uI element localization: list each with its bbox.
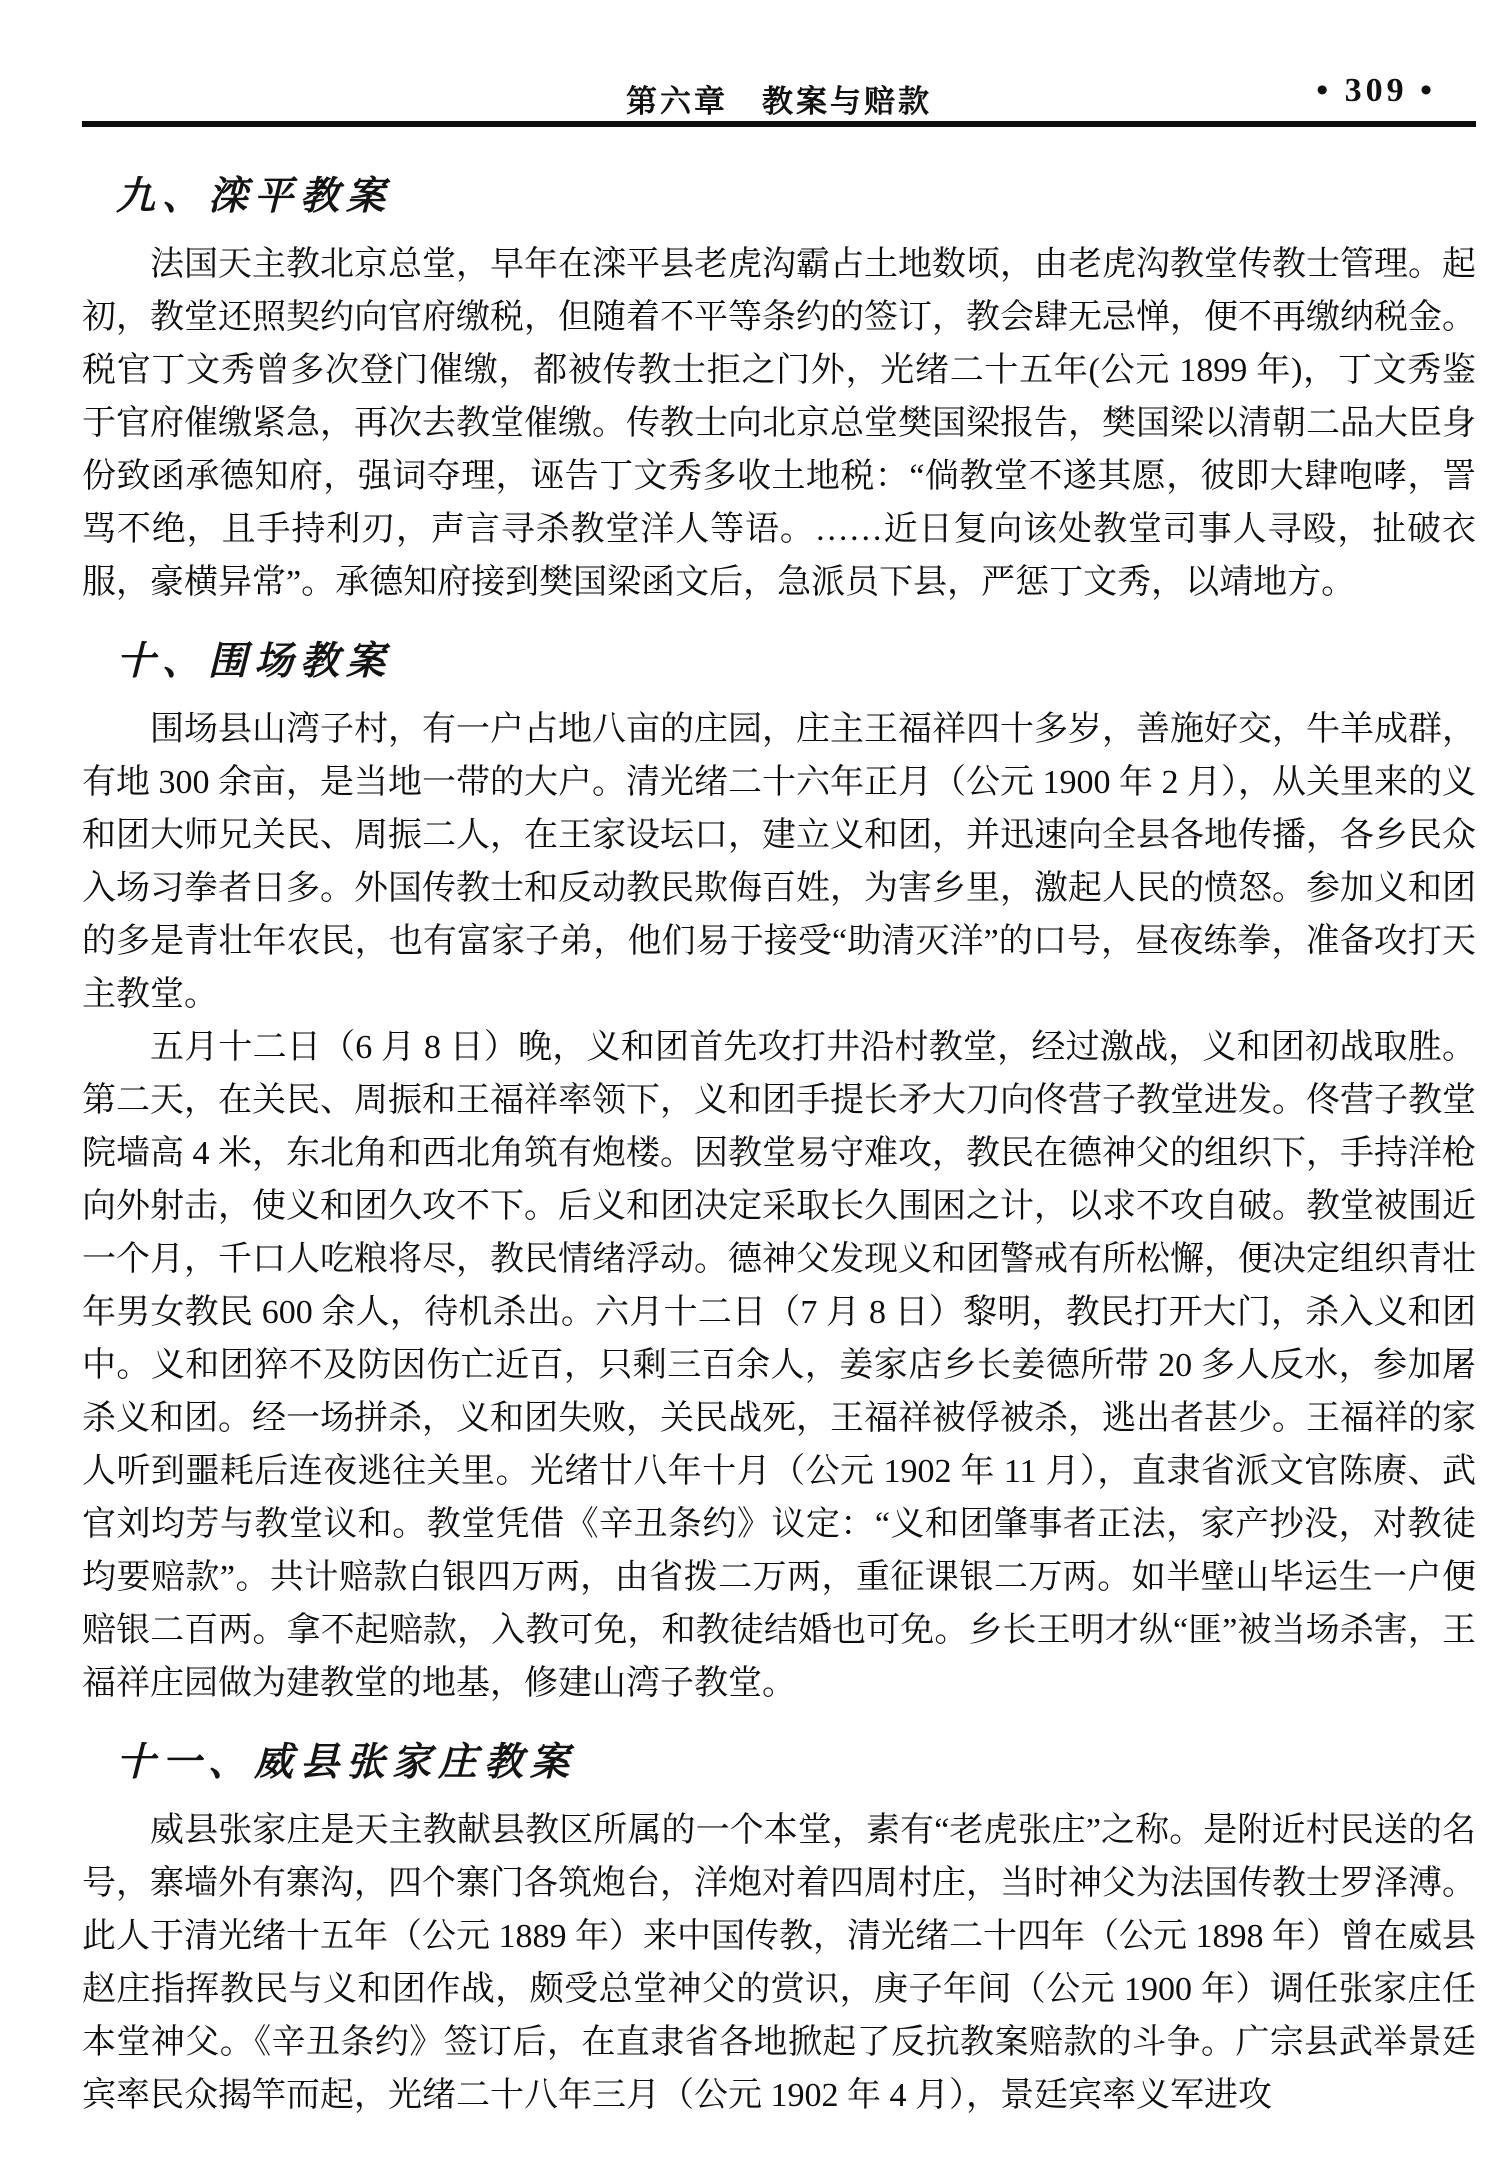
paragraph: 威县张家庄是天主教献县教区所属的一个本堂，素有“老虎张庄”之称。是附近村民送的名号，寨墙外有寨沟，四个寨门各筑炮台，洋炮对着四周村庄，当时神父为法国传教士罗泽溥。此人于清光绪十五年（公元 1889 年）来中国传教，清光绪二十四年（公元 1898 年）曾在威县赵庄指挥教民与义和团作战，颇受总堂神父的赏识，庚子年间（公元 1900 年）调任张家庄任本堂神父。《辛丑条约》签订后，在直隶省各地掀起了反抗教案赔款的斗争。广宗县武举景廷宾率民众揭竿而起，光绪二十八年三月（公元 1902 年 4 月），景廷宾率义军进攻: [82, 1812, 1476, 2114]
running-header: [82, 70, 1476, 120]
page-number: • 309 •: [1316, 72, 1436, 109]
paragraph: 五月十二日（6 月 8 日）晚，义和团首先攻打井沿村教堂，经过激战，义和团初战取胜。第二天，在关民、周振和王福祥率领下，义和团手提长矛大刀向佟营子教堂进发。佟营子教堂院墙高 4 米，东北角和西北角筑有炮楼。因教堂易守难攻，教民在德神父的组织下，手持洋枪向外射击，使义和团久攻不下。后义和团决定采取长久围困之计，以求不攻自破。教堂被围近一个月，千口人吃粮将尽，教民情绪浮动。德神父发现义和团警戒有所松懈，便决定组织青壮年男女教民 600 余人，待机杀出。六月十二日（7 月 8 日）黎明，教民打开大门，杀入义和团中。义和团猝不及防因伤亡近百，只剩三百余人，姜家店乡长姜德所带 20 多人反水，参加屠杀义和团。经一场拼杀，义和团失败，关民战死，王福祥被俘被杀，逃出者甚少。王福祥的家人听到噩耗后连夜逃往关里。光绪廿八年十月（公元 1902 年 11 月），直隶省派文官陈赓、武官刘均芳与教堂议和。教堂凭借《辛丑条约》议定：“义和团肇事者正法，家产抄没，对教徒均要赔款”。共计赔款白银四万两，由省拨二万两，重征课银二万两。如半壁山毕运生一户便赔银二百两。拿不起赔款，入教可免，和教徒结婚也可免。乡长王明才纵“匪”被当场杀害，王福祥庄园做为建教堂的地基，修建山湾子教堂。: [82, 1029, 1476, 1702]
paragraph: 法国天主教北京总堂，早年在滦平县老虎沟霸占土地数顷，由老虎沟教堂传教士管理。起初，教堂还照契约向官府缴税，但随着不平等条约的签订，教会肆无忌惮，便不再缴纳税金。税官丁文秀曾多次登门催缴，都被传教士拒之门外，光绪二十五年(公元 1899 年)，丁文秀鉴于官府催缴紧急，再次去教堂催缴。传教士向北京总堂樊国梁报告，樊国梁以清朝二品大臣身份致函承德知府，强词夺理，诬告丁文秀多收土地税：“倘教堂不遂其愿，彼即大肆咆哮，詈骂不绝，且手持利刃，声言寻杀教堂洋人等语。……近日复向该处教堂司事人寻殴，扯破衣服，豪横异常”。承德知府接到樊国梁函文后，急派员下县，严惩丁文秀，以靖地方。: [82, 246, 1476, 601]
page-content: [82, 148, 1476, 2122]
section-weichang-jiaoan: [82, 639, 1476, 1710]
paragraph: 围场县山湾子村，有一户占地八亩的庄园，庄主王福祥四十多岁，善施好交，牛羊成群，有地 300 余亩，是当地一带的大户。清光绪二十六年正月（公元 1900 年 2 月），从关里来的义和团大师兄关民、周振二人，在王家设坛口，建立义和团，并迅速向全县各地传播，各乡民众入场习拳者日多。外国传教士和反动教民欺侮百姓，为害乡里，激起人民的愤怒。参加义和团的多是青壮年农民，也有富家子弟，他们易于接受“助清灭洋”的口号，昼夜练拳，准备攻打天主教堂。: [82, 711, 1476, 1013]
section-heading: 九、滦平教案: [116, 175, 393, 218]
chapter-title: 第六章 教案与赔款: [626, 84, 932, 119]
section-luanping-jiaoan: [82, 174, 1476, 609]
section-heading: 十一、威县张家庄教案: [116, 1741, 577, 1784]
section-heading: 十、围场教案: [116, 640, 393, 683]
header-rule: [82, 121, 1476, 127]
section-weixian-zhangjiazhuang-jiaoan: [82, 1740, 1476, 2122]
